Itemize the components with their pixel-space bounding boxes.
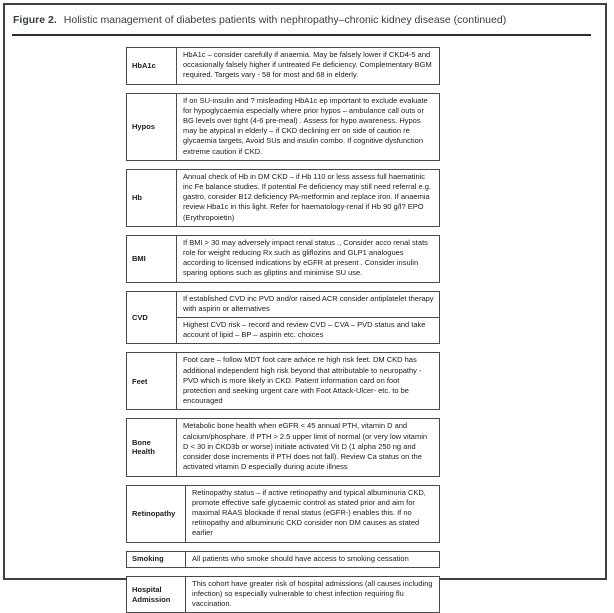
table-row: [126, 485, 440, 543]
row-text: If BMI > 30 may adversely impact renal status ., Consider acco renal stats role for weight reducing Rx such as gliflozins and GLP1 analogues according to licensed indications by eGFR at present . Consider insulin sparing options such as gliptins and minimise SU use.: [183, 237, 428, 278]
row-label: BMI: [127, 236, 177, 282]
figure-frame: [3, 3, 607, 609]
row-text: If on SU-insulin and ? misleading HbA1c ep important to exclude evaluate for hypoglycaemia especially where prior hypos – ambulance call outs or BG levels over tight (4-6 pre-meal) . Assess for hypo awareness. Hypos may be atypical in elderly – if CKD declining err on side of caution re glycaemia targets, Avoid SUs and insulin combo. If cognitive dysfunction extreme caution if CKD.: [183, 95, 428, 156]
row-cells: [177, 353, 439, 409]
row-cells: [186, 552, 439, 567]
management-table: [126, 47, 440, 613]
row-text: All patients who smoke should have access to smoking cessation: [192, 553, 409, 563]
row-label: HbA1c: [127, 48, 177, 84]
row-text: Foot care – follow MDT foot care advice re high risk feet. DM CKD has additional independent high risk beyond that attributable to neuropathy - PVD which is more likely in CKD. Patient information card on foot protection and seeking urgent care with Foot Attack-Ulcer- etc. to be encouraged: [183, 355, 422, 406]
row-label: Bone Health: [127, 419, 177, 475]
row-text: This cohort have greater risk of hospital admissions (all causes including infection) so especially vulnerable to chest infection requiring flu vaccination.: [192, 578, 433, 609]
table-row: [126, 352, 440, 410]
figure-label: Figure 2.: [13, 14, 57, 26]
row-cells: [186, 486, 439, 542]
row-label: Hb: [127, 170, 177, 226]
row-text: HbA1c – consider carefully if anaemia. May be falsely lower if CKD4-5 and occasionally falsely higher if untreated Fe deficiency. Complementary BGM required. Targets vary - 58 for most and 68 in elderly.: [183, 50, 432, 80]
row-label: Hospital Admission: [127, 577, 186, 613]
row-text: Retinopathy status – if active retinopathy and typical albuminuria CKD, promote effective safe glycaemic control as stated prior and aim for maximal RAAS blockade if renal status (eGFR-) enables this. If no retinopathy and albuminuric CKD consider non DM causes as stated earlier: [192, 487, 426, 538]
title-divider: [12, 34, 591, 36]
row-cells: [177, 236, 439, 282]
row-text: Annual check of Hb in DM CKD – if Hb 110 or less assess full haematinic inc Fe balance studies. If potential Fe deficiency may still need referral e.g. gastro, consider B12 deficiency PA-metformin and replace iron. If anaemia review Hba1c in this light. Refer for haematology-renal if Hb 90 g/l? EPO (Erythropoietin): [183, 171, 432, 222]
table-row: [126, 418, 440, 476]
row-label: Retinopathy: [127, 486, 186, 542]
row-cells: [177, 48, 439, 84]
row-label: Smoking: [127, 552, 186, 567]
table-row: [126, 551, 440, 568]
table-row: [126, 169, 440, 227]
row-text: If established CVD inc PVD and/or raised ACR consider antiplatelet therapy with aspirin or alternatives: [183, 293, 434, 313]
row-text: Metabolic bone health when eGFR < 45 annual PTH, vitamin D and calcium/phosphare. If PTH > 2.5 upper limit of normal (or very low vitamin D < 30 in CKD3b or worse) initiate activated Vit D (1 alpha 250 ng and consider dose increments if PTH does not fall). Review Ca status on the activated vitamin D especially during acute illness: [183, 421, 428, 472]
row-cells: [177, 170, 439, 226]
row-label: Feet: [127, 353, 177, 409]
figure-title: Holistic management of diabetes patients with nephropathy–chronic kidney disease (continued): [63, 14, 507, 26]
table-row: [126, 93, 440, 161]
table-row: [126, 291, 440, 345]
row-label: CVD: [127, 292, 177, 344]
row-label: Hypos: [127, 94, 177, 160]
figure-caption: [13, 14, 591, 27]
table-row: [126, 235, 440, 283]
row-text: Highest CVD risk – record and review CVD – CVA – PVD status and take account of lipid – BP – aspirin etc. choices: [177, 317, 439, 343]
table-row: [126, 576, 440, 613]
row-cells: [177, 419, 439, 475]
row-cells: [177, 94, 439, 160]
row-cells: [186, 577, 439, 613]
row-cells: [177, 292, 439, 344]
table-row: [126, 47, 440, 85]
